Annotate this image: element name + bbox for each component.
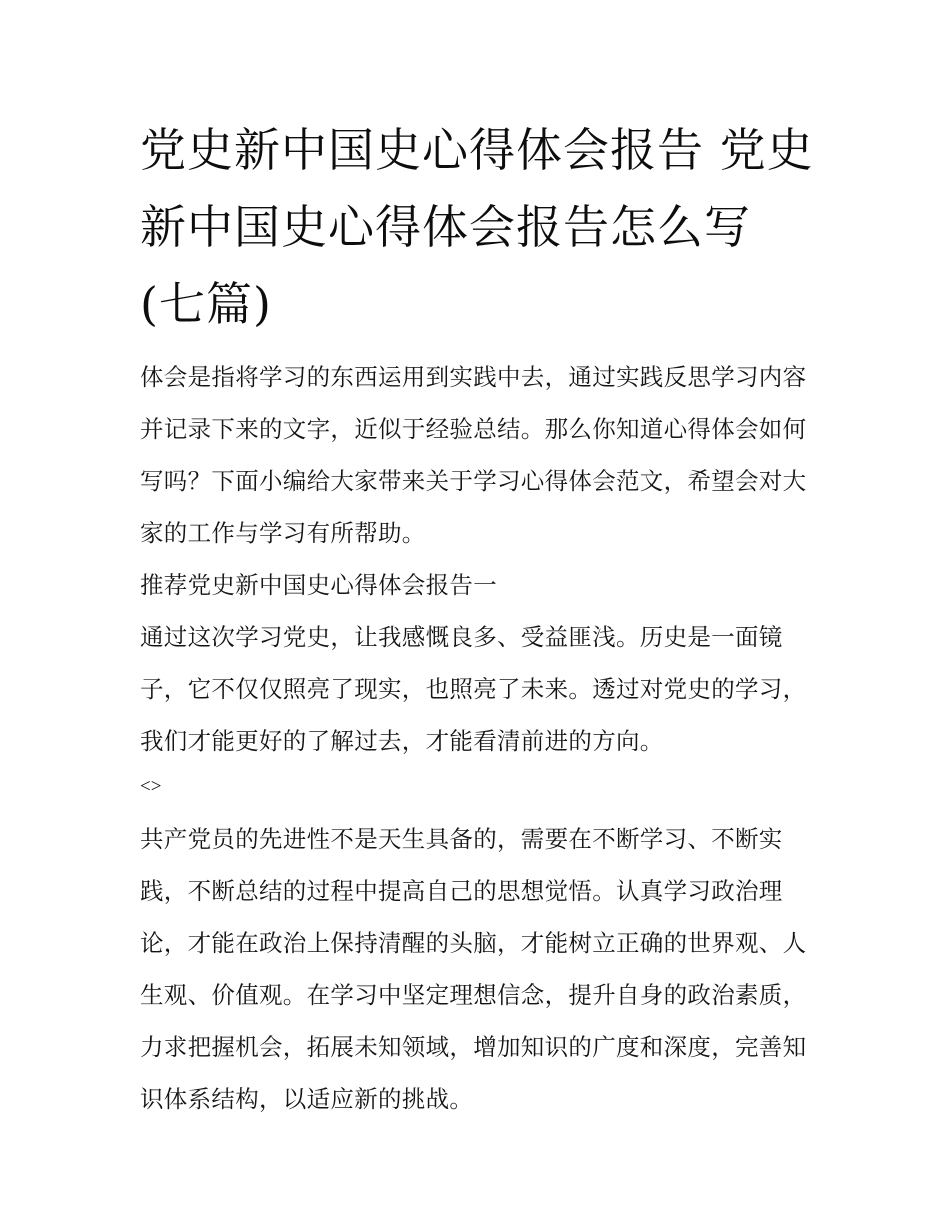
body-paragraph-1: 通过这次学习党史，让我感慨良多、受益匪浅。历史是一面镜子，它不仅仅照亮了现实，也照亮了未来。透过对党史的学习，我们才能更好的了解过去，才能看清前进的方向。 <box>140 623 807 755</box>
intro-paragraph: 体会是指将学习的东西运用到实践中去，通过实践反思学习内容并记录下来的文字，近似于经验总结。那么你知道心得体会如何写吗？下面小编给大家带来关于学习心得体会范文，希望会对大家的工作与学习有所帮助。 <box>140 363 807 547</box>
document-title: 党史新中国史心得体会报告 党史新中国史心得体会报告怎么写(七篇) <box>140 123 814 331</box>
body-paragraph-2: 共产党员的先进性不是天生具备的，需要在不断学习、不断实践，不断总结的过程中提高自己的思想觉悟。认真学习政治理论，才能在政治上保持清醒的头脑，才能树立正确的世界观、人生观、价值观。在学习中坚定理想信念，提升自身的政治素质，力求把握机会，拓展未知领域，增加知识的广度和深度，完善知识体系结构，以适应新的挑战。 <box>140 825 807 1113</box>
document-page <box>140 112 815 1125</box>
section-heading: 推荐党史新中国史心得体会报告一 <box>140 571 497 599</box>
angle-bracket-marker: <> <box>140 776 162 797</box>
